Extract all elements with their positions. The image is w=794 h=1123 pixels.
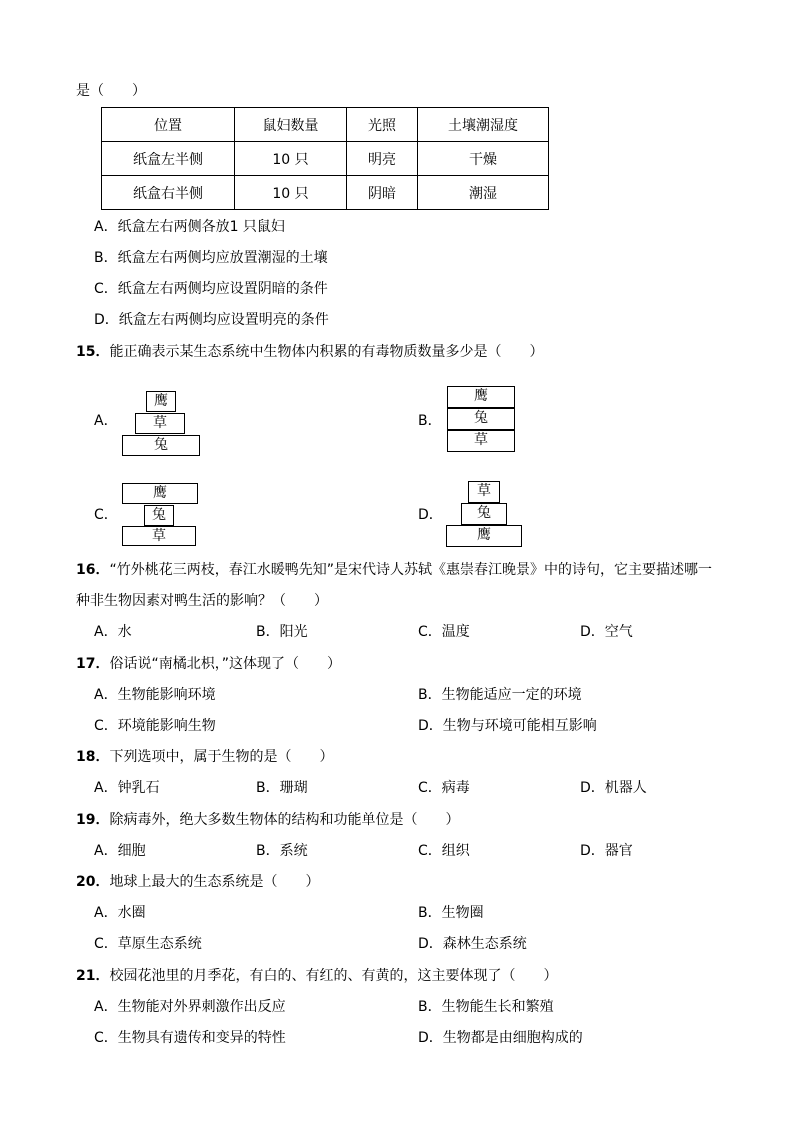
stack-b-mid: 兔 [447, 408, 515, 430]
q19-option-a: A．细胞 [94, 843, 146, 859]
q16-stem-line1 [76, 561, 712, 579]
table-cell: 干燥 [418, 142, 549, 176]
q15-label-d: D． [418, 507, 443, 523]
q20-option-d: D．森林生态系统 [418, 936, 527, 952]
q19-option-d: D．器官 [580, 843, 633, 859]
q14-lead: 是（ ） [76, 83, 146, 99]
question-number: 18． [76, 749, 110, 765]
table-header: 位置 [102, 108, 235, 142]
table-cell: 10 只 [235, 142, 347, 176]
question-number: 19． [76, 812, 110, 828]
q16-option-b: B．阳光 [256, 624, 308, 640]
table-header: 光照 [347, 108, 418, 142]
q17-option-a: A．生物能影响环境 [94, 687, 216, 703]
pyramid-d-top: 草 [468, 481, 500, 503]
q20-option-b: B．生物圈 [418, 905, 484, 921]
q18-stem [76, 748, 333, 766]
table-header: 鼠妇数量 [235, 108, 347, 142]
q20-option-a: A．水圈 [94, 905, 146, 921]
q18-option-d: D．机器人 [580, 780, 647, 796]
question-text: 地球上最大的生态系统是（ ） [109, 874, 320, 890]
pyramid-d-bottom: 鹰 [446, 525, 522, 547]
q14-option-a: A．纸盒左右两侧各放1 只鼠妇 [94, 219, 285, 235]
q21-option-b: B．生物能生长和繁殖 [418, 999, 554, 1015]
q15-label-b: B． [418, 413, 442, 429]
question-number: 16． [76, 562, 110, 578]
question-number: 21． [76, 968, 110, 984]
pyramid-c-mid: 兔 [144, 505, 174, 526]
pyramid-d-mid: 兔 [461, 503, 507, 525]
q16-option-d: D．空气 [580, 624, 633, 640]
q17-option-b: B．生物能适应一定的环境 [418, 687, 582, 703]
table-header: 土壤潮湿度 [418, 108, 549, 142]
table-cell: 纸盒左半侧 [102, 142, 235, 176]
q19-option-b: B．系统 [256, 843, 308, 859]
question-text: 能正确表示某生态系统中生物体内积累的有毒物质数量多少是（ ） [109, 344, 544, 360]
pyramid-c-bottom: 草 [122, 526, 196, 546]
q18-option-b: B．珊瑚 [256, 780, 308, 796]
q16-stem-line2: 种非生物因素对鸭生活的影响？（ ） [76, 593, 328, 609]
question-text: 校园花池里的月季花，有白的、有红的、有黄的，这主要体现了（ ） [109, 968, 558, 984]
question-text: 下列选项中，属于生物的是（ ） [109, 749, 334, 765]
q15-label-a: A． [94, 413, 118, 429]
q17-option-d: D．生物与环境可能相互影响 [418, 718, 597, 734]
q14-option-d: D．纸盒左右两侧均应设置明亮的条件 [94, 312, 329, 328]
stack-b-top: 鹰 [447, 386, 515, 408]
q18-option-a: A．钟乳石 [94, 780, 160, 796]
pyramid-a-bottom: 兔 [122, 435, 200, 456]
question-text: 除病毒外，绝大多数生物体的结构和功能单位是（ ） [109, 812, 460, 828]
q21-option-c: C．生物具有遗传和变异的特性 [94, 1030, 286, 1046]
q15-label-c: C． [94, 507, 118, 523]
pyramid-a-top: 鹰 [146, 391, 176, 412]
table-cell: 10 只 [235, 176, 347, 210]
q21-stem [76, 967, 557, 985]
table-cell: 纸盒右半侧 [102, 176, 235, 210]
q17-option-c: C．环境能影响生物 [94, 718, 216, 734]
table-cell: 潮湿 [418, 176, 549, 210]
question-number: 15． [76, 344, 110, 360]
pyramid-c-top: 鹰 [122, 483, 198, 504]
table-header-row [102, 108, 549, 142]
question-text: 俗话说“南橘北枳，”这体现了（ ） [109, 656, 341, 672]
q21-option-a: A．生物能对外界刺激作出反应 [94, 999, 286, 1015]
stack-b-bottom: 草 [447, 430, 515, 452]
q14-option-c: C．纸盒左右两侧均应设置阴暗的条件 [94, 281, 328, 297]
table-row [102, 142, 549, 176]
question-number: 20． [76, 874, 110, 890]
q15-stem [76, 343, 543, 361]
q18-option-c: C．病毒 [418, 780, 470, 796]
table-cell: 阴暗 [347, 176, 418, 210]
q19-option-c: C．组织 [418, 843, 470, 859]
table-cell: 明亮 [347, 142, 418, 176]
table-row [102, 176, 549, 210]
q16-option-c: C．温度 [418, 624, 470, 640]
q21-option-d: D．生物都是由细胞构成的 [418, 1030, 583, 1046]
q17-stem [76, 655, 341, 673]
pyramid-a-mid: 草 [135, 413, 185, 434]
q20-stem [76, 873, 319, 891]
q14-option-b: B．纸盒左右两侧均应放置潮湿的土壤 [94, 250, 328, 266]
q16-option-a: A．水 [94, 624, 132, 640]
question-number: 17． [76, 656, 110, 672]
q19-stem [76, 811, 459, 829]
q20-option-c: C．草原生态系统 [94, 936, 202, 952]
q14-table [101, 107, 549, 210]
question-text: “竹外桃花三两枝，春江水暖鸭先知”是宋代诗人苏轼《惠崇春江晚景》中的诗句，它主要描述哪一 [109, 562, 712, 578]
